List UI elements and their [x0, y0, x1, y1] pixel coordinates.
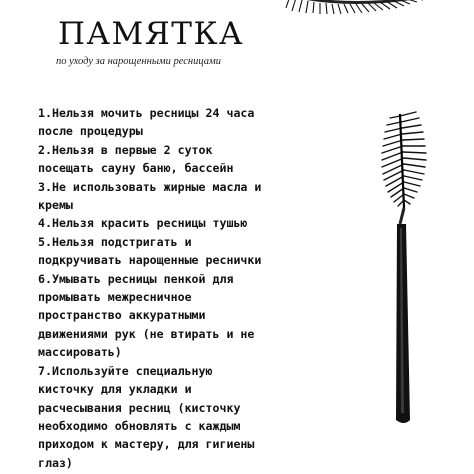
rule-line: 4.Нельзя красить ресницы тушью — [38, 216, 248, 231]
rule-line: 3.Не использовать жирные масла и — [38, 179, 262, 194]
rule-item — [38, 104, 378, 141]
rule-line: приходом к мастеру, для гигиены — [38, 437, 255, 452]
rule-item — [38, 362, 378, 472]
rule-item — [38, 214, 378, 232]
rule-line: необходимо обновлять с каждым — [38, 418, 241, 433]
page-subtitle: по уходу за нарощенными ресницами — [56, 56, 221, 67]
rule-line: глаз) — [38, 455, 73, 470]
rule-line: 5.Нельзя подстригать и — [38, 234, 192, 249]
rule-line: 1.Нельзя мочить ресницы 24 часа — [38, 106, 255, 120]
rule-line: 6.Умывать ресницы пенкой для — [38, 271, 234, 286]
mascara-brush-icon — [370, 108, 440, 428]
rule-line: кисточку для укладки и — [38, 382, 192, 397]
rule-line: массировать) — [38, 345, 122, 360]
rule-line: промывать межресничное — [38, 290, 192, 305]
rule-line: движениями рук (не втирать и не — [38, 326, 255, 341]
rule-item — [38, 178, 378, 215]
care-rules-list — [38, 104, 378, 472]
rule-line: пространство аккуратными — [38, 308, 206, 323]
rule-line: 2.Нельзя в первые 2 суток — [38, 142, 213, 157]
rule-line: кремы — [38, 198, 73, 213]
rule-item — [38, 270, 378, 362]
rule-line: посещать сауну баню, бассейн — [38, 161, 234, 176]
rule-line: подкручивать нарощенные реснички — [38, 253, 262, 268]
rule-item — [38, 233, 378, 270]
rule-line: после процедуры — [38, 124, 143, 139]
eyelashes-icon — [280, 0, 430, 14]
rule-item — [38, 141, 378, 178]
page-title: ПАМЯТКА — [58, 16, 244, 52]
rule-line: расчесывания ресниц (кисточку — [38, 400, 241, 415]
rule-line: 7.Используйте специальную — [38, 363, 213, 378]
